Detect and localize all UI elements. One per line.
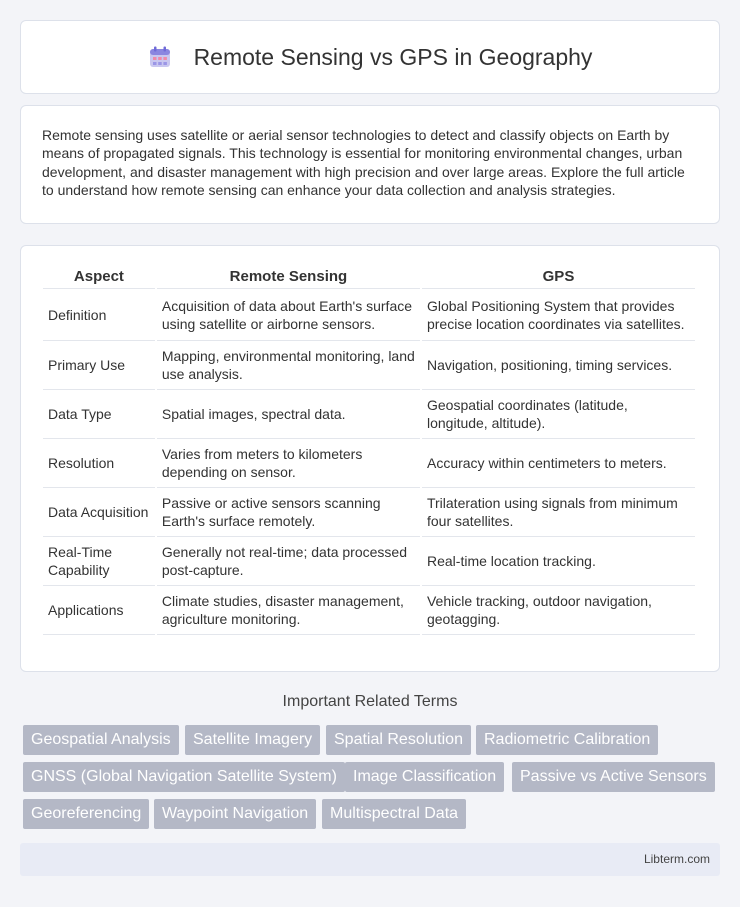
calendar-icon xyxy=(148,45,172,69)
table-cell-remote-sensing: Generally not real-time; data processed post-capture. xyxy=(157,537,420,586)
related-term-tag[interactable]: Spatial Resolution xyxy=(326,725,471,755)
table-cell-remote-sensing: Passive or active sensors scanning Earth's surface remotely. xyxy=(157,488,420,537)
table-cell-remote-sensing: Spatial images, spectral data. xyxy=(157,390,420,439)
related-term-tag[interactable]: Radiometric Calibration xyxy=(476,725,658,755)
related-term-tag[interactable]: Waypoint Navigation xyxy=(154,799,316,829)
table-row xyxy=(43,341,695,390)
footer xyxy=(20,843,720,876)
comparison-table-card xyxy=(20,245,720,672)
table-cell-remote-sensing: Climate studies, disaster management, agriculture monitoring. xyxy=(157,586,420,635)
table-cell-gps: Trilateration using signals from minimum four satellites. xyxy=(422,488,695,537)
table-cell-gps: Vehicle tracking, outdoor navigation, geotagging. xyxy=(422,586,695,635)
header-card xyxy=(20,20,720,94)
related-term-tag[interactable]: Image Classification xyxy=(345,762,504,792)
related-term-tag[interactable]: Multispectral Data xyxy=(322,799,466,829)
table-cell-aspect: Data Acquisition xyxy=(43,488,155,537)
table-row xyxy=(43,537,695,586)
table-cell-aspect: Definition xyxy=(43,289,155,341)
intro-card xyxy=(20,105,720,224)
table-cell-aspect: Real-Time Capability xyxy=(43,537,155,586)
table-cell-aspect: Primary Use xyxy=(43,341,155,390)
table-cell-remote-sensing: Mapping, environmental monitoring, land use analysis. xyxy=(157,341,420,390)
column-header-gps: GPS xyxy=(422,267,695,289)
table-cell-gps: Geospatial coordinates (latitude, longitude, altitude). xyxy=(422,390,695,439)
related-term-tag[interactable]: Satellite Imagery xyxy=(185,725,320,755)
table-cell-aspect: Applications xyxy=(43,586,155,635)
table-cell-remote-sensing: Varies from meters to kilometers depending on sensor. xyxy=(157,439,420,488)
intro-text: Remote sensing uses satellite or aerial sensor technologies to detect and classify objects on Earth by means of propagated signals. This technology is essential for monitoring environmental changes, urban development, and disaster management with high precision and over large areas. Explore the full article to understand how remote sensing can enhance your data collection and analysis strategies. xyxy=(42,127,685,199)
related-term-tag[interactable]: Geospatial Analysis xyxy=(23,725,179,755)
table-cell-remote-sensing: Acquisition of data about Earth's surface using satellite or airborne sensors. xyxy=(157,289,420,341)
table-cell-aspect: Data Type xyxy=(43,390,155,439)
page-title: Remote Sensing vs GPS in Geography xyxy=(193,43,593,70)
table-cell-gps: Global Positioning System that provides precise location coordinates via satellites. xyxy=(422,289,695,341)
table-cell-gps: Navigation, positioning, timing services. xyxy=(422,341,695,390)
table-row xyxy=(43,289,695,341)
table-row xyxy=(43,390,695,439)
column-header-aspect: Aspect xyxy=(43,267,155,289)
table-cell-gps: Accuracy within centimeters to meters. xyxy=(422,439,695,488)
table-cell-aspect: Resolution xyxy=(43,439,155,488)
related-term-tag[interactable]: Passive vs Active Sensors xyxy=(512,762,715,792)
table-cell-gps: Real-time location tracking. xyxy=(422,537,695,586)
comparison-table xyxy=(41,267,697,635)
footer-brand[interactable]: Libterm.com xyxy=(643,852,710,866)
related-terms-title: Important Related Terms xyxy=(282,693,458,710)
table-row xyxy=(43,586,695,635)
related-term-tag[interactable]: Georeferencing xyxy=(23,799,149,829)
related-term-tag[interactable]: GNSS (Global Navigation Satellite System) xyxy=(23,762,345,792)
column-header-remote-sensing: Remote Sensing xyxy=(157,267,420,289)
table-row xyxy=(43,488,695,537)
table-row xyxy=(43,439,695,488)
